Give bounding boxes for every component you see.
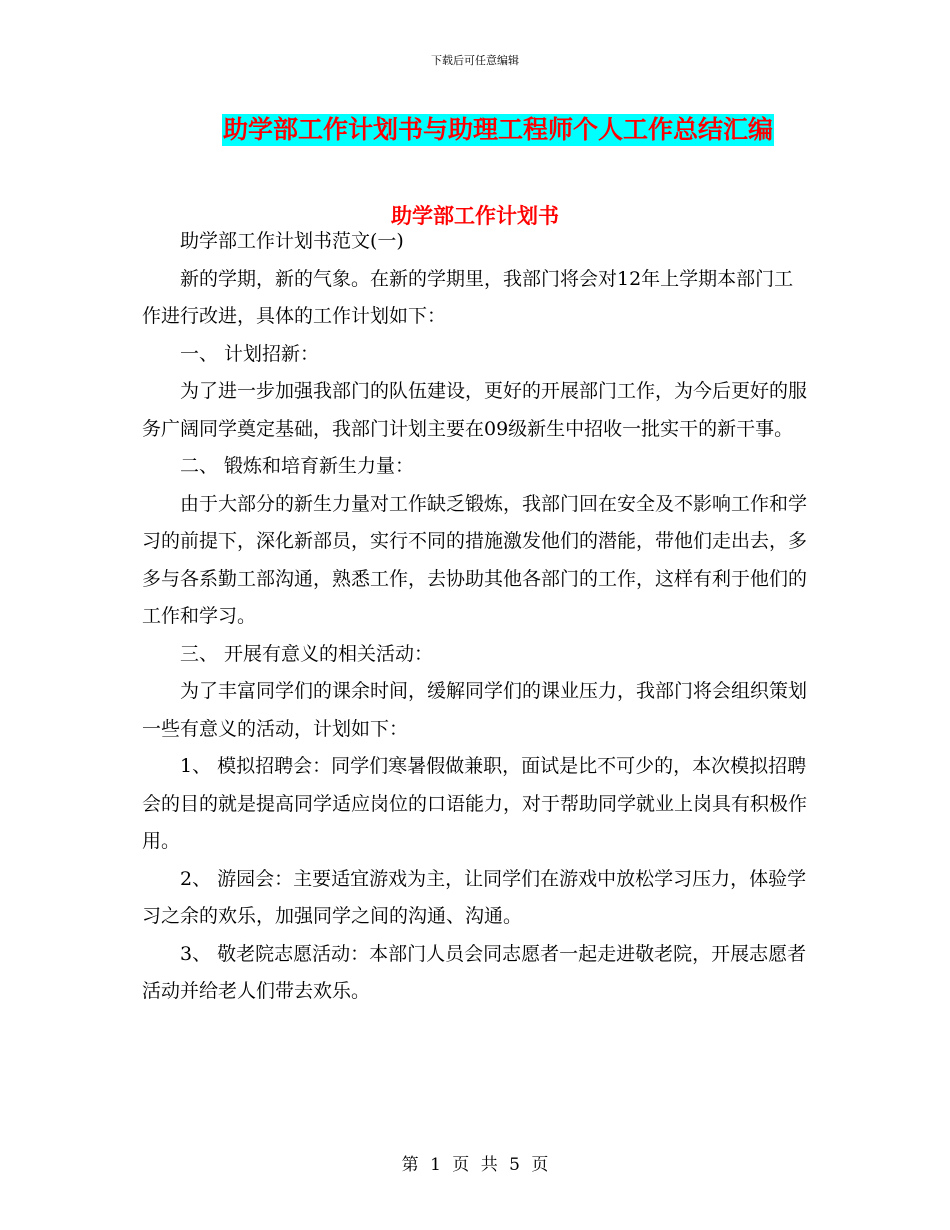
paragraph-activities: 为了丰富同学们的课余时间，缓解同学们的课业压力，我部门将会组织策划一些有意义的活动，计划如下： (142, 680, 808, 740)
paragraph-recruitment: 为了进一步加强我部门的队伍建设，更好的开展部门工作，为今后更好的服务广阔同学奠定基础，我部门计划主要在09级新生中招收一批实干的新干事。 (142, 380, 808, 440)
paragraph-training: 由于大部分的新生力量对工作缺乏锻炼，我部门回在安全及不影响工作和学习的前提下，深化新部员，实行不同的措施激发他们的潜能，带他们走出去，多多与各系勤工部沟通，熟悉工作，去协助其他各部门的工作，这样有利于他们的工作和学习。 (142, 492, 808, 627)
heading-training: 二、 锻炼和培育新生力量： (180, 455, 415, 477)
list-item-nursing-home: 3、 敬老院志愿活动：本部门人员会同志愿者一起走进敬老院，开展志愿者活动并给老人们带去欢乐。 (142, 942, 807, 1002)
list-item-job-fair: 1、 模拟招聘会：同学们寒暑假做兼职，面试是比不可少的，本次模拟招聘会的目的就是提高同学适应岗位的口语能力，对于帮助同学就业上岗具有积极作用。 (142, 755, 808, 852)
paragraph-intro: 新的学期，新的气象。在新的学期里，我部门将会对12年上学期本部门工作进行改进，具体的工作计划如下： (142, 267, 794, 327)
list-item-garden-party: 2、 游园会：主要适宜游戏为主，让同学们在游戏中放松学习压力，体验学习之余的欢乐，加强同学之间的沟通、沟通。 (142, 867, 807, 927)
document-title: 助学部工作计划书与助理工程师个人工作总结汇编 (222, 115, 773, 144)
heading-activities: 三、 开展有意义的相关活动： (180, 642, 434, 665)
header-note: 下载后可任意编辑 (431, 54, 519, 67)
page-footer: 第 1 页 共 5 页 (401, 1155, 549, 1175)
section-title: 助学部工作计划书 (391, 203, 559, 228)
document-body (142, 223, 808, 1011)
document-title-container (0, 114, 950, 146)
paragraph-subtitle: 助学部工作计划书范文(一) (180, 230, 404, 252)
heading-recruitment: 一、 计划招新： (180, 342, 320, 365)
